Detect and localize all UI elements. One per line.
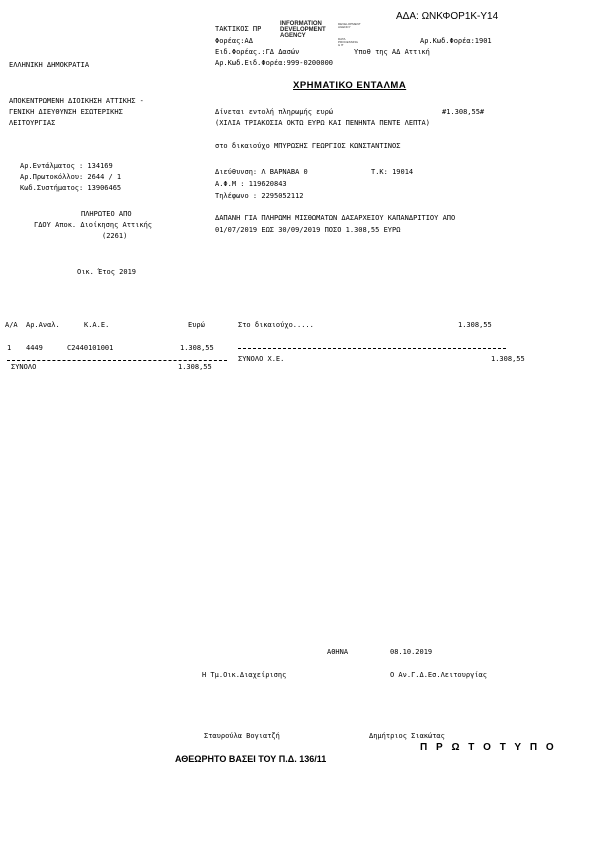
eid-foreas-rest: Υποθ της ΑΔ Αττική: [354, 48, 430, 56]
phone: Τηλέφωνο : 2295052112: [215, 192, 304, 200]
col-header-euro: Ευρώ: [188, 321, 205, 329]
admin-line-2: ΓΕΝΙΚΗ ΔΙΕΥΘΥΝΣΗ ΕΣΩΤΕΡΙΚΗΣ: [9, 108, 123, 116]
eid-foreas: Ειδ.Φορέας.:ΓΔ Δασών: [215, 48, 300, 56]
row-amount: 1.308,55: [180, 344, 214, 352]
fiscal-year: Οικ. Έτος 2019: [77, 268, 137, 276]
sum-xe-amount: 1.308,55: [491, 355, 525, 363]
logo-small-1: DEVELOPMENT AGENCY: [338, 22, 361, 29]
ada-code: ΑΔΑ: ΩΝΚΦΟΡ1Κ-Υ14: [396, 11, 499, 22]
postal-code: Τ.Κ: 19014: [371, 168, 414, 176]
admin-line-3: ΛΕΙΤΟΥΡΓΙΑΣ: [9, 119, 56, 127]
logo-small-2: DATA PROCESSING & IT: [338, 37, 359, 47]
beneficiary: στο δικαιούχο ΜΠΥΡΩΣΗΣ ΓΕΩΡΓΙΟΣ ΚΩΝΣΤΑΝΤΙΝΟΣ: [215, 142, 401, 150]
logo-line-2: DEVELOPMENT: [280, 27, 326, 33]
tax-id: Α.Φ.Μ : 119620843: [215, 180, 287, 188]
payment-amount: #1.308,55#: [442, 108, 485, 116]
description-line-2: 01/07/2019 ΕΩΣ 30/09/2019 ΠΟΣΟ 1.308,55 ΕΥΡΩ: [215, 226, 401, 234]
admin-line-1: ΑΠΟΚΕΝΤΡΩΜΕΝΗ ΔΙΟΙΚΗΣΗ ΑΤΤΙΚΗΣ -: [9, 97, 144, 105]
ar-kod-eid-forea: Αρ.Κωδ.Ειδ.Φορέα:999-0200000: [215, 59, 334, 67]
stamp-note: ΑΘΕΩΡΗΤΟ ΒΑΣΕΙ ΤΟΥ Π.Δ. 136/11: [175, 754, 327, 764]
signatory-role-left: Η Τμ.Οικ.Διαχείρισης: [202, 671, 287, 679]
right-header-amount: 1.308,55: [458, 321, 492, 329]
ar-entalmatos: Αρ.Εντάλματος : 134169: [20, 162, 113, 170]
signatory-name-right: Δημήτριος Σιακώτας: [369, 732, 445, 740]
separator-right: [238, 348, 506, 349]
payment-instruction: Δίνεται εντολή πληρωμής ευρώ: [215, 108, 334, 116]
col-header-aa: Α/Α: [5, 321, 18, 329]
sum-amount: 1.308,55: [178, 363, 212, 371]
ar-kod-forea: Αρ.Κωδ.Φορέα:1901: [420, 37, 492, 45]
country-label: ΕΛΛΗΝΙΚΗ ΔΗΜΟΚΡΑΤΙΑ: [9, 61, 90, 69]
row-kae: C2440101001: [67, 344, 114, 352]
row-aa: 1: [7, 344, 12, 352]
description-line-1: ΔΑΠΑΝΗ ΓΙΑ ΠΛΗΡΩΜΗ ΜΙΣΘΩΜΑΤΩΝ ΔΑΣΑΡΧΕΙΟΥ ΚΑΠΑΝΔΡΙΤΙΟΥ ΑΠΟ: [215, 214, 456, 222]
col-header-kae: Κ.Α.Ε.: [84, 321, 110, 329]
ar-protokollou: Αρ.Πρωτοκόλλου: 2644 / 1: [20, 173, 122, 181]
col-header-ar-anal: Αρ.Αναλ.: [26, 321, 60, 329]
information-agency-logo: [280, 21, 361, 48]
logo-line-1: INFORMATION: [280, 21, 322, 27]
right-header: Στο δικαιούχο.....: [238, 321, 314, 329]
payer-line-3: (2261): [102, 232, 128, 240]
beneficiary-address: Διεύθυνση: Λ ΒΑΡΝΑΒΑ 0: [215, 168, 308, 176]
kod-systimatos: Κωδ.Συστήματος: 13906465: [20, 184, 122, 192]
original-stamp: Π Ρ Ω Τ Ο Τ Υ Π Ο: [420, 742, 557, 753]
sum-label: ΣΥΝΟΛΟ: [11, 363, 37, 371]
taktikos-label: ΤΑΚΤΙΚΟΣ ΠΡ: [215, 25, 262, 33]
footer-date: 08.10.2019: [390, 648, 433, 656]
payer-line-1: ΠΛΗΡΩΤΕΟ ΑΠΟ: [81, 210, 132, 218]
logo-line-3: AGENCY: [280, 33, 306, 39]
signatory-role-right: Ο Αν.Γ.Δ.Εσ.Λειτουργίας: [390, 671, 487, 679]
amount-in-words: (ΧΙΛΙΑ ΤΡΙΑΚΟΣΙΑ ΟΚΤΩ ΕΥΡΩ ΚΑΙ ΠΕΝΗΝΤΑ ΠΕΝΤΕ ΛΕΠΤΑ): [215, 119, 430, 127]
separator-left: [7, 360, 227, 361]
sum-xe-label: ΣΥΝΟΛΟ Χ.Ε.: [238, 355, 285, 363]
footer-city: ΑΘΗΝΑ: [327, 648, 349, 656]
row-ar-anal: 4449: [26, 344, 43, 352]
payer-line-2: ΓΔΟΥ Αποκ. Διοίκησης Αττικής: [34, 221, 153, 229]
signatory-name-left: Σταυρούλα Βογιατζή: [204, 732, 280, 740]
foreas-label: Φορέας:ΑΔ: [215, 37, 253, 45]
document-title: ΧΡΗΜΑΤΙΚΟ ΕΝΤΑΛΜΑ: [293, 80, 407, 91]
